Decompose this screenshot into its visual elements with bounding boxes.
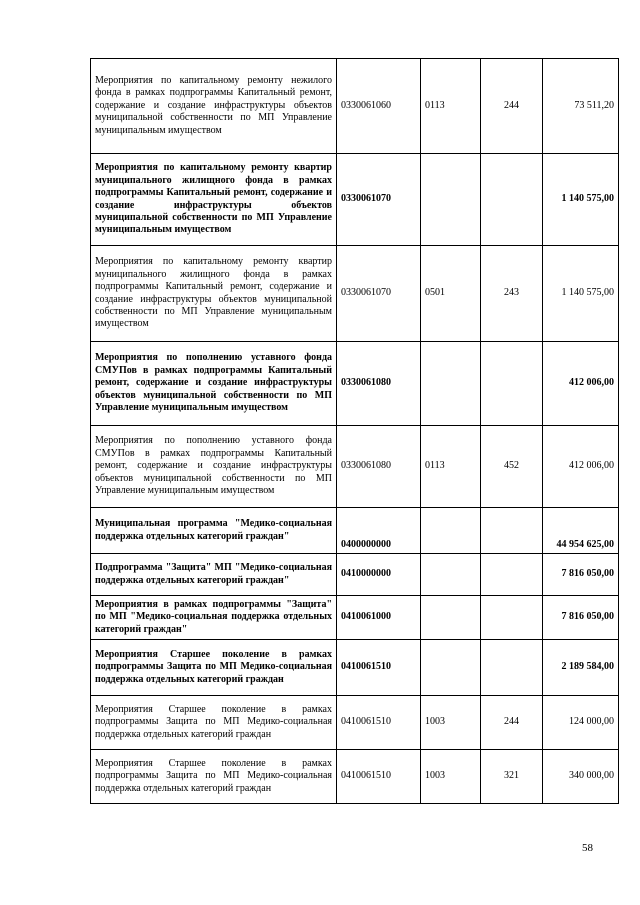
budget-table [90,58,619,804]
table-row [91,154,619,246]
row-expense-type: 243 [481,246,543,342]
page-number: 58 [582,842,593,854]
row-code: 0330061080 [337,342,421,426]
table-row [91,750,619,804]
row-expense-type [481,342,543,426]
row-name: Мероприятия по пополнению уставного фонда СМУПов в рамках подпрограммы Капитальный ремонт, содержание и создание инфраструктуры объектов муниципальной собственности по МП Управление муниципальным имуществом [91,342,337,426]
row-code: 0410061510 [337,640,421,696]
row-code: 0410061510 [337,696,421,750]
table-row [91,554,619,596]
row-name: Мероприятия по пополнению уставного фонда СМУПов в рамках подпрограммы Капитальный ремонт, содержание и создание инфраструктуры объектов муниципальной собственности по МП Управление муниципальным имуществом [91,426,337,508]
row-sum: 412 006,00 [543,342,619,426]
row-sum: 340 000,00 [543,750,619,804]
row-code: 0410061000 [337,596,421,640]
row-name: Мероприятия по капитальному ремонту нежилого фонда в рамках подпрограммы Капитальный ремонт, содержание и создание инфраструктуры объектов муниципальной собственности по МП Управление муниципальным имуществом [91,59,337,154]
row-code: 0330061080 [337,426,421,508]
row-expense-type [481,640,543,696]
table-row [91,426,619,508]
row-section [421,342,481,426]
row-name: Мероприятия по капитальному ремонту квартир муниципального жилищного фонда в рамках подпрограммы Капитальный ремонт, содержание и создание инфраструктуры объектов муниципальной собственности по МП Управление муниципальным имуществом [91,246,337,342]
row-section: 1003 [421,750,481,804]
row-section [421,640,481,696]
row-code: 0330061060 [337,59,421,154]
row-section: 0113 [421,426,481,508]
table-row [91,246,619,342]
row-expense-type [481,508,543,554]
row-name: Мероприятия Старшее поколение в рамках подпрограммы Защита по МП Медико-социальная поддержка отдельных категорий граждан [91,696,337,750]
row-name: Мероприятия Старшее поколение в рамках подпрограммы Защита по МП Медико-социальная поддержка отдельных категорий граждан [91,640,337,696]
row-section [421,508,481,554]
row-expense-type: 244 [481,696,543,750]
row-code: 0330061070 [337,246,421,342]
table-row [91,59,619,154]
table-row [91,342,619,426]
row-section [421,554,481,596]
row-sum: 7 816 050,00 [543,596,619,640]
row-name: Подпрограмма "Защита" МП "Медико-социальная поддержка отдельных категорий граждан" [91,554,337,596]
row-sum: 1 140 575,00 [543,246,619,342]
row-expense-type: 321 [481,750,543,804]
row-expense-type: 452 [481,426,543,508]
row-name: Муниципальная программа "Медико-социальная поддержка отдельных категорий граждан" [91,508,337,554]
row-code: 0410061510 [337,750,421,804]
row-section: 1003 [421,696,481,750]
row-expense-type [481,154,543,246]
row-code: 0410000000 [337,554,421,596]
row-section [421,596,481,640]
row-name: Мероприятия по капитальному ремонту квартир муниципального жилищного фонда в рамках подпрограммы Капитальный ремонт, содержание и создание инфраструктуры объектов муниципальной собственности по МП Управление муниципальным имуществом [91,154,337,246]
row-expense-type [481,554,543,596]
table-row [91,508,619,554]
row-code: 0330061070 [337,154,421,246]
row-sum: 1 140 575,00 [543,154,619,246]
row-sum: 7 816 050,00 [543,554,619,596]
row-sum: 44 954 625,00 [543,508,619,554]
table-row [91,596,619,640]
row-sum: 2 189 584,00 [543,640,619,696]
table-row [91,696,619,750]
row-code: 0400000000 [337,508,421,554]
row-sum: 73 511,20 [543,59,619,154]
row-name: Мероприятия Старшее поколение в рамках подпрограммы Защита по МП Медико-социальная поддержка отдельных категорий граждан [91,750,337,804]
row-section: 0113 [421,59,481,154]
row-section: 0501 [421,246,481,342]
row-sum: 124 000,00 [543,696,619,750]
row-name: Мероприятия в рамках подпрограммы "Защита" по МП "Медико-социальная поддержка отдельных категорий граждан" [91,596,337,640]
table-row [91,640,619,696]
row-expense-type: 244 [481,59,543,154]
row-section [421,154,481,246]
row-sum: 412 006,00 [543,426,619,508]
row-expense-type [481,596,543,640]
